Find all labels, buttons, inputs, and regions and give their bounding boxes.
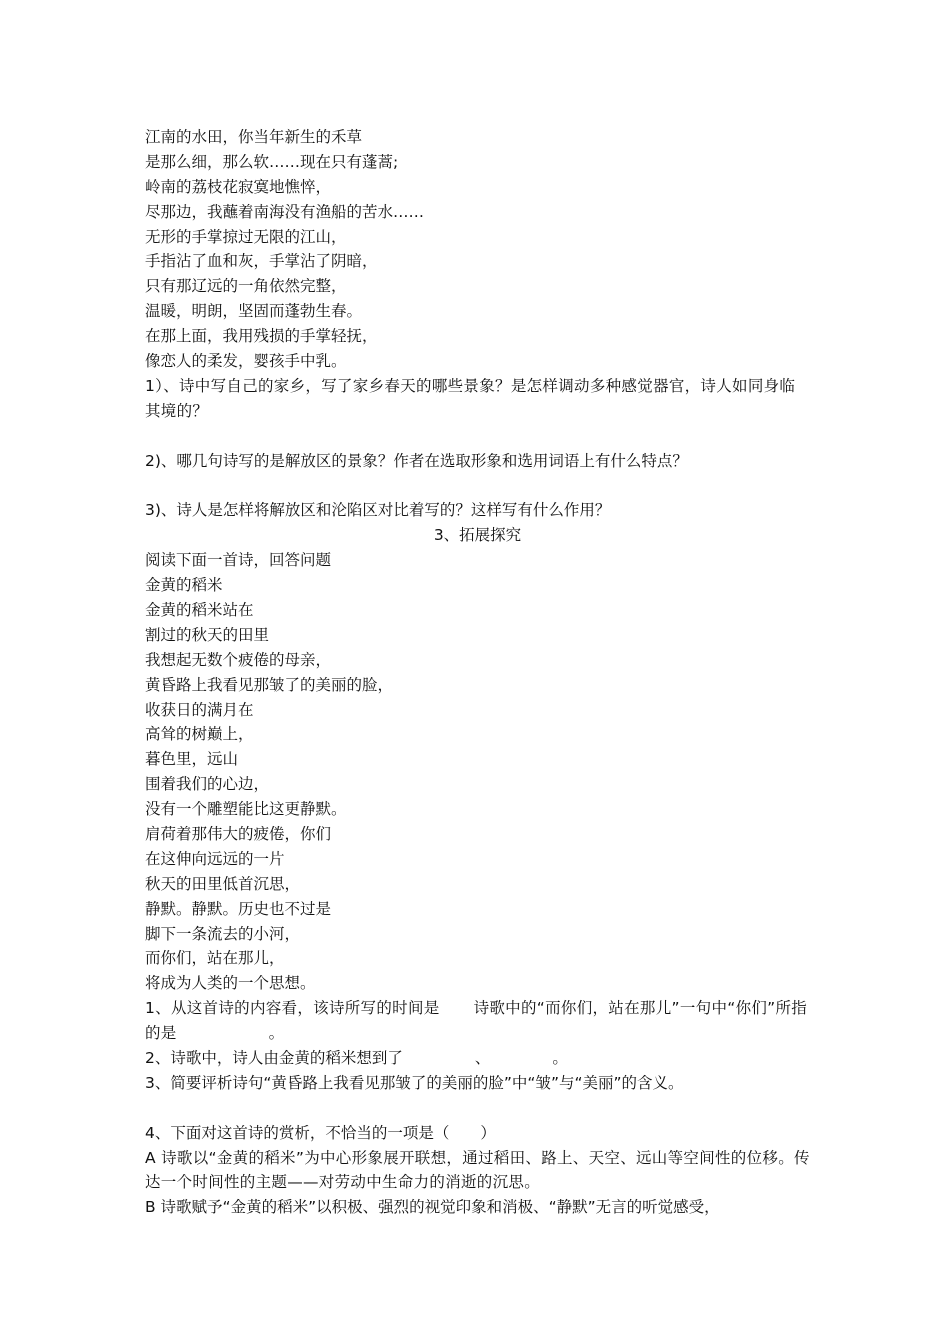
poem-line: 我想起无数个疲倦的母亲， xyxy=(145,650,332,669)
question-1-blanks xyxy=(145,996,810,1046)
poem-line: 是那么细，那么软……现在只有蓬蒿; xyxy=(145,152,399,171)
poem-line: 岭南的荔枝花寂寞地憔悴， xyxy=(145,177,332,196)
question-text: 诗歌中的“而你们，站在那儿”一句中“你们”所指的是 xyxy=(145,999,808,1043)
poem-title: 金黄的稻米 xyxy=(145,576,223,595)
poem-line: 在这伸向远远的一片 xyxy=(145,849,285,868)
answer-space xyxy=(145,424,810,449)
poem-line: 脚下一条流去的小河， xyxy=(145,924,301,943)
poem-line: 无形的手掌掠过无限的江山， xyxy=(145,227,347,246)
poem-line: 高耸的树巅上， xyxy=(145,725,254,744)
poem-line: 将成为人类的一个思想。 xyxy=(145,974,316,993)
question-text: 。 xyxy=(268,1024,285,1043)
poem-line: 黄昏路上我看见那皱了的美丽的脸， xyxy=(145,675,394,694)
question-1: 1）、诗中写自己的家乡，写了家乡春天的哪些景象？是怎样调动多种感觉器官，诗人如同身临其境的？ xyxy=(145,376,796,420)
question-text: 、 xyxy=(474,1049,491,1068)
question-2: 2)、哪几句诗写的是解放区的景象？作者在选取形象和选用词语上有什么特点？ xyxy=(145,451,688,470)
poem-line: 肩荷着那伟大的疲倦，你们 xyxy=(145,824,332,843)
answer-space xyxy=(145,474,810,499)
option-a: A 诗歌以“金黄的稻米”为中心形象展开联想，通过稻田、路上、天空、远山等空间性的位移。传达一个时间性的主题——对劳动中生命力的消逝的沉思。 xyxy=(145,1148,810,1192)
poem-line: 收获日的满月在 xyxy=(145,700,254,719)
question-4: 4、下面对这首诗的赏析，不恰当的一项是（ ） xyxy=(145,1123,496,1142)
question-text: 。 xyxy=(552,1049,568,1068)
poem-line: 围着我们的心边， xyxy=(145,775,270,794)
poem-line: 江南的水田，你当年新生的禾草 xyxy=(145,128,363,146)
question-text: 1、从这首诗的内容看，该诗所写的时间是 xyxy=(145,999,440,1018)
poem-line: 金黄的稻米站在 xyxy=(145,600,254,619)
document-body xyxy=(145,125,810,1220)
question-text: 2、诗歌中，诗人由金黄的稻米想到了 xyxy=(145,1049,403,1068)
poem-line: 手指沾了血和灰，手掌沾了阴暗， xyxy=(145,252,378,271)
poem-line: 在那上面，我用残损的手掌轻抚， xyxy=(145,327,378,346)
option-b: B 诗歌赋予“金黄的稻米”以积极、强烈的视觉印象和消极、“静默”无言的听觉感受， xyxy=(145,1198,720,1217)
section-title: 3、拓展探究 xyxy=(433,526,522,545)
question-3: 3、简要评析诗句“黄昏路上我看见那皱了的美丽的脸”中“皱”与“美丽”的含义。 xyxy=(145,1073,684,1092)
poem-line: 没有一个雕塑能比这更静默。 xyxy=(145,800,347,819)
poem-line: 像恋人的柔发，婴孩手中乳。 xyxy=(145,352,347,371)
poem-line: 尽那边，我蘸着南海没有渔船的苦水…… xyxy=(145,202,425,221)
question-2-blanks xyxy=(145,1046,810,1071)
reading-instruction: 阅读下面一首诗，回答问题 xyxy=(145,551,332,570)
question-3: 3)、诗人是怎样将解放区和沦陷区对比着写的？这样写有什么作用？ xyxy=(145,501,611,520)
poem-line: 只有那辽远的一角依然完整， xyxy=(145,277,347,296)
answer-space xyxy=(145,1096,810,1121)
poem-line: 温暖，明朗，坚固而蓬勃生春。 xyxy=(145,302,363,321)
poem-line: 秋天的田里低首沉思， xyxy=(145,874,301,893)
poem-line: 而你们，站在那儿， xyxy=(145,949,285,968)
poem-line: 静默。静默。历史也不过是 xyxy=(145,899,332,918)
poem-line: 暮色里，远山 xyxy=(145,750,239,769)
poem-line: 割过的秋天的田里 xyxy=(145,625,270,644)
